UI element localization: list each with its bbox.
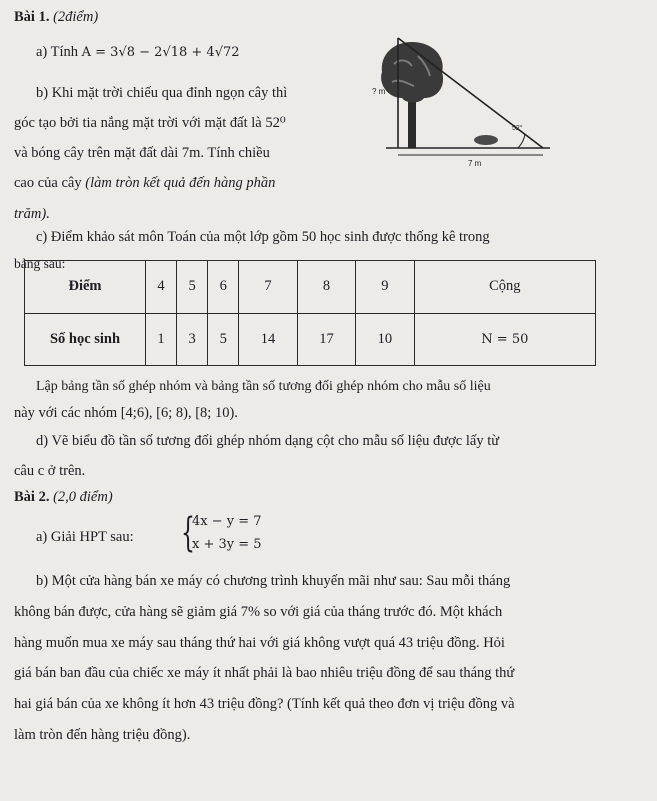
- bai2-points: (2,0 điểm): [53, 489, 113, 505]
- table-cell: 5: [208, 313, 239, 366]
- bai1-d-line1: d) Vẽ biểu đồ tần số tương đối ghép nhóm dạng cột cho mẫu số liệu được lấy từ: [36, 433, 500, 449]
- bai2-b-line2: không bán được, cửa hàng sẽ giảm giá 7% so với giá của tháng trước đó. Một khách: [14, 604, 503, 620]
- bai2-title: Bài 2.: [14, 489, 50, 505]
- table-header-so-hoc-sinh: Số học sinh: [25, 313, 146, 366]
- bai2-a-text: a) Giải HPT sau:: [36, 529, 134, 545]
- bai1-points: (2điểm): [53, 9, 99, 25]
- table-total-value: N = 50: [414, 313, 595, 366]
- bai1-b-line4-plain: cao của cây: [14, 175, 82, 191]
- bai2-b-line3: hàng muốn mua xe máy sau tháng thứ hai với giá không vượt quá 43 triệu đồng. Hỏi: [14, 635, 505, 651]
- score-table: [24, 260, 596, 366]
- bai1-c-line3: Lập bảng tần số ghép nhóm và bảng tần số tương đối ghép nhóm cho mẫu số liệu: [36, 379, 491, 394]
- bai1-b-line3: và bóng cây trên mặt đất dài 7m. Tính chiều: [14, 145, 270, 161]
- bai1-a-text: a) Tính: [36, 44, 79, 60]
- tree-icon: [381, 42, 443, 148]
- table-cell: 17: [297, 313, 355, 366]
- bai2-b-line4: giá bán ban đầu của chiếc xe máy ít nhất phải là bao nhiêu triệu đồng để sau tháng thứ: [14, 665, 515, 681]
- height-label: ? m: [372, 87, 386, 96]
- bai1-c-line2: bảng sau:: [14, 256, 66, 271]
- bai1-d-line2: câu c ở trên.: [14, 463, 86, 479]
- bai1-heading: [14, 8, 98, 26]
- bai1-b-line4-italic: (làm tròn kết quả đến hàng phần: [85, 175, 276, 191]
- table-row: [25, 313, 596, 366]
- equation-1: 4x − y = 7: [192, 514, 262, 529]
- table-cell: 10: [356, 313, 414, 366]
- tree-shadow-figure: [368, 30, 558, 170]
- bai1-b-line2: góc tạo bởi tia nắng mặt trời với mặt đất là 52⁰: [14, 115, 286, 131]
- bai1-title: Bài 1.: [14, 9, 50, 25]
- shadow-label: 7 m: [468, 159, 482, 168]
- table-cell: 4: [146, 261, 177, 314]
- bai1-b-line1: b) Khi mặt trời chiếu qua đỉnh ngọn cây thì: [36, 85, 288, 101]
- rock-shape: [474, 135, 498, 145]
- table-row: [25, 261, 596, 314]
- angle-arc: [518, 134, 525, 148]
- table-cell: 3: [177, 313, 208, 366]
- bai1-c-line4: này với các nhóm [4;6), [6; 8), [8; 10).: [14, 405, 238, 421]
- system-brace: {: [181, 510, 195, 556]
- table-header-cong: Cộng: [414, 261, 595, 314]
- table-cell: 14: [239, 313, 297, 366]
- table-cell: 8: [297, 261, 355, 314]
- bai2-heading: [14, 488, 113, 506]
- bai1-c-line1: c) Điểm khảo sát môn Toán của một lớp gồm 50 học sinh được thống kê trong: [36, 229, 490, 245]
- table-cell: 7: [239, 261, 297, 314]
- table-cell: 9: [356, 261, 414, 314]
- table-cell: 6: [208, 261, 239, 314]
- bai2-b-line5: hai giá bán của xe không ít hơn 43 triệu đồng? (Tính kết quả theo đơn vị triệu đồng và: [14, 696, 515, 712]
- bai1-b-line5: trăm).: [14, 206, 50, 222]
- bai2-b-line6: làm tròn đến hàng triệu đồng).: [14, 727, 191, 743]
- bai1-a-expression: A = 3√8 − 2√18 + 4√72: [81, 45, 240, 60]
- table-cell: 5: [177, 261, 208, 314]
- bai1-b-line4: [14, 174, 275, 192]
- equation-2: x + 3y = 5: [192, 537, 262, 552]
- bai1-a: [36, 43, 240, 62]
- bai2-b-line1: b) Một cửa hàng bán xe máy có chương trình khuyến mãi như sau: Sau mỗi tháng: [36, 573, 511, 589]
- angle-label: 52°: [512, 125, 523, 132]
- table-cell: 1: [146, 313, 177, 366]
- table-header-diem: Điểm: [25, 261, 146, 314]
